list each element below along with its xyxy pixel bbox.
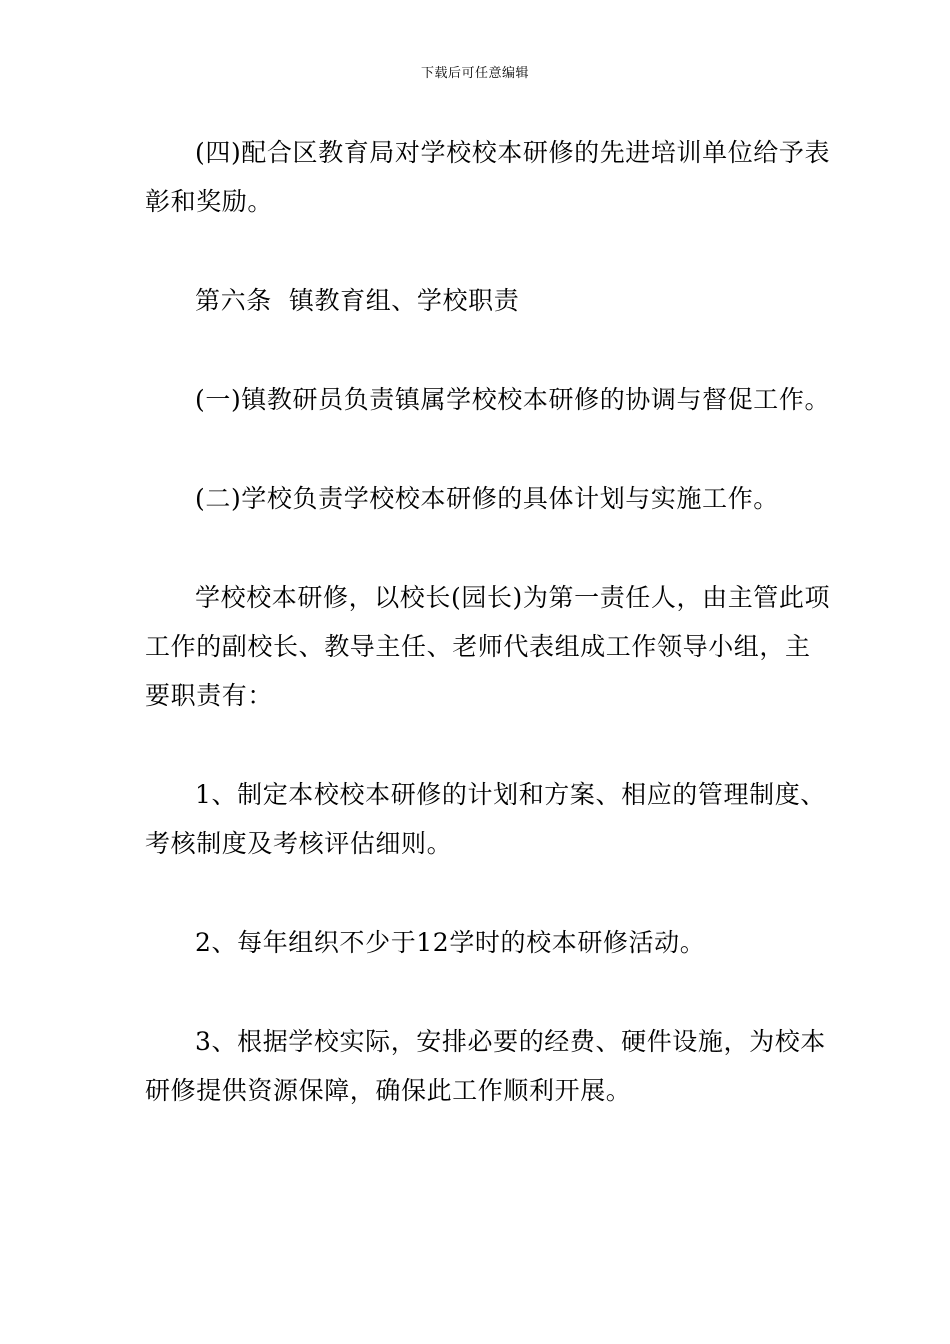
- paragraph-2: (一)镇教研员负责镇属学校校本研修的协调与督促工作。: [195, 385, 831, 414]
- paragraph-gap: [145, 868, 835, 918]
- paragraph-gap: [145, 523, 835, 573]
- paragraph-gap: [145, 325, 835, 375]
- paragraph-gap: [145, 720, 835, 770]
- paragraph-3: (二)学校负责学校校本研修的具体计划与实施工作。: [195, 484, 779, 513]
- section-heading: 第六条 镇教育组、学校职责: [195, 286, 520, 315]
- paragraph-gap: [145, 226, 835, 276]
- paragraph-1: (四)配合区教育局对学校校本研修的先进培训单位给予表彰和奖励。: [145, 138, 831, 216]
- paragraph-6: 2、每年组织不少于12学时的校本研修活动。: [195, 928, 706, 957]
- paragraph-gap: [145, 967, 835, 1017]
- document-body: [145, 128, 835, 1115]
- header-note: 下载后可任意编辑: [420, 66, 529, 81]
- paragraph-5: 1、制定本校校本研修的计划和方案、相应的管理制度、考核制度及考核评估细则。: [145, 780, 826, 858]
- paragraph-4: 学校校本研修，以校长(园长)为第一责任人，由主管此项工作的副校长、教导主任、老师代表组成工作领导小组，主要职责有：: [145, 583, 831, 710]
- paragraph-gap: [145, 424, 835, 474]
- paragraph-7: 3、根据学校实际，安排必要的经费、硬件设施，为校本研修提供资源保障，确保此工作顺利开展。: [145, 1027, 826, 1105]
